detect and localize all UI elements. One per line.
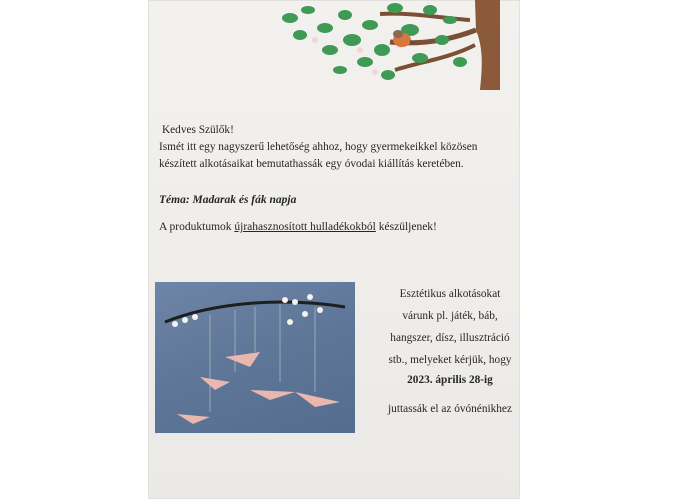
deadline: 2023. április 28-ig <box>407 374 493 386</box>
right-line-3: hangszer, dísz, illusztráció <box>390 332 510 344</box>
product-sentence <box>159 219 437 236</box>
bird-mobile-photo <box>155 282 355 433</box>
product-suffix: készüljenek! <box>375 221 437 233</box>
intro-line-1: Ismét itt egy nagyszerű lehetőség ahhoz, hogy gyermekeikkel közösen <box>159 141 478 153</box>
bird-mobile-image <box>155 282 355 433</box>
tree-leaves <box>282 3 467 80</box>
right-line-6: juttassák el az óvónénikhez <box>388 403 512 415</box>
intro-line-2: készített alkotásaikat bemutathassák egy óvodai kiállítás keretében. <box>159 158 464 170</box>
right-line-1: Esztétikus alkotásokat <box>399 288 501 300</box>
product-prefix: A produktumok <box>159 221 235 233</box>
theme-heading: Téma: Madarak és fák napja <box>159 194 297 206</box>
right-line-4: stb., melyeket kérjük, hogy <box>388 354 512 366</box>
product-underlined: újrahasznosított hulladékokból <box>234 221 376 233</box>
right-line-2: várunk pl. játék, báb, <box>402 310 498 322</box>
tree-illustration <box>270 0 500 90</box>
greeting: Kedves Szülők! <box>162 124 234 136</box>
